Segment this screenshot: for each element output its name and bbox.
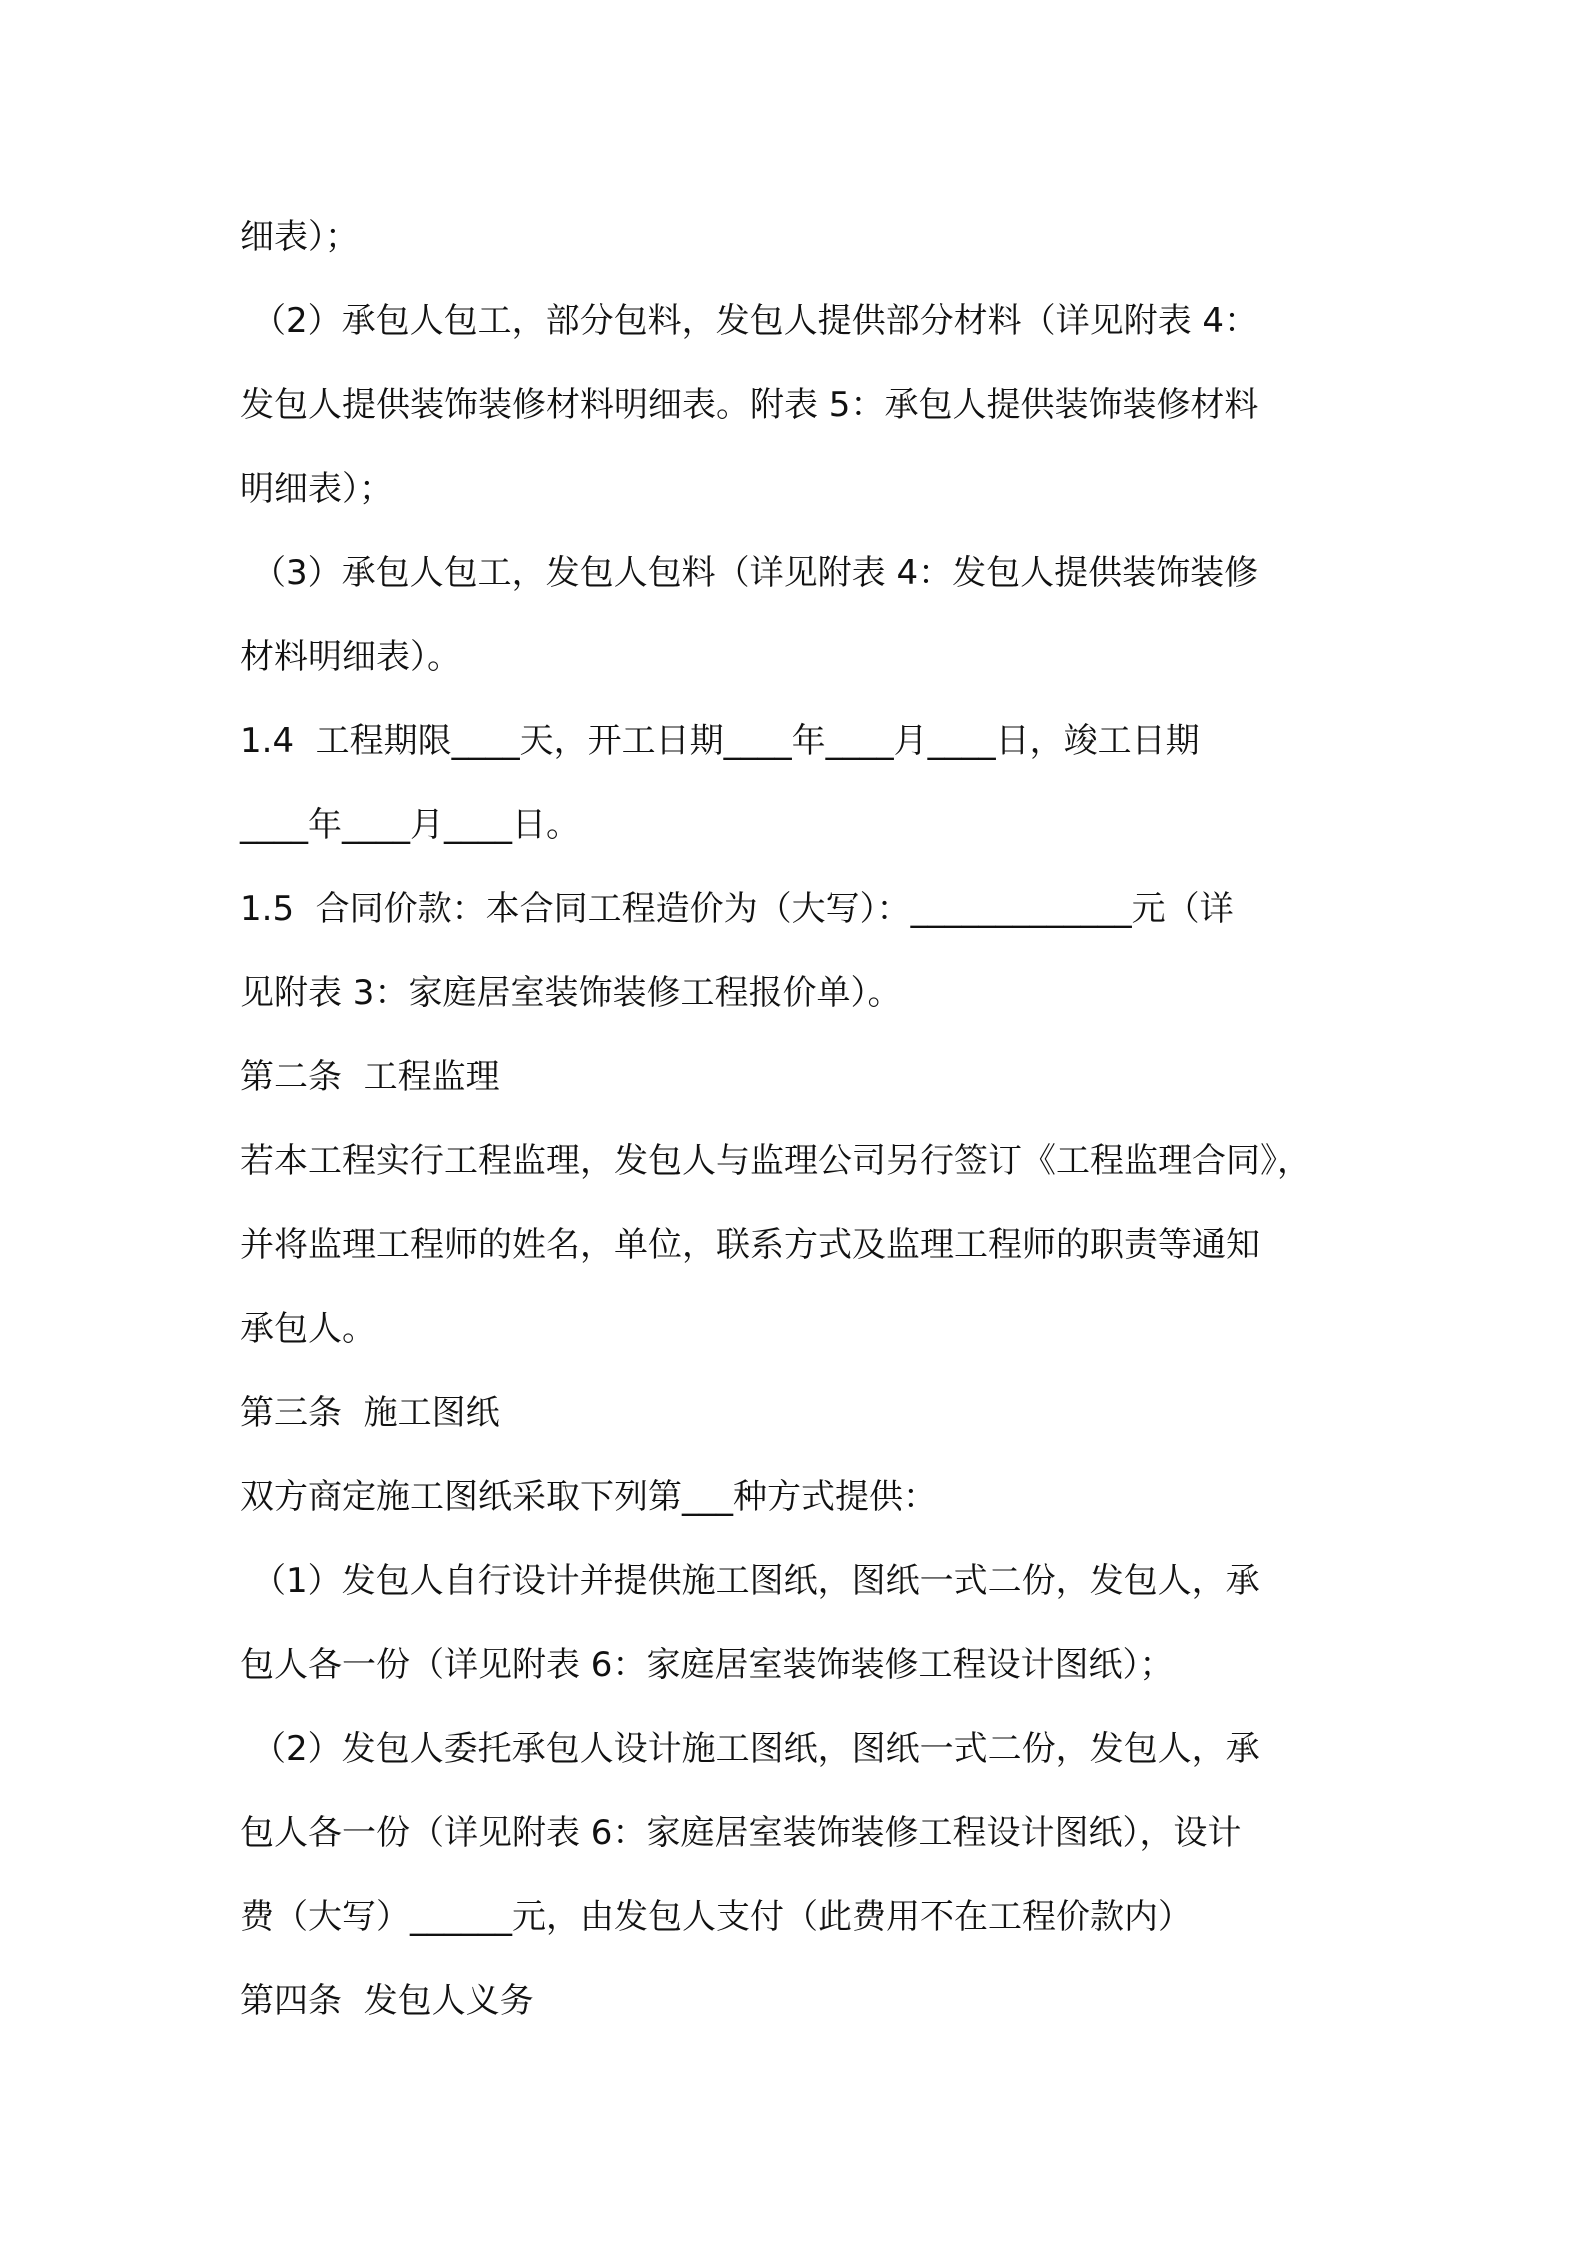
text-line: 承包人。 <box>240 1309 376 1349</box>
text-line: 并将监理工程师的姓名，单位，联系方式及监理工程师的职责等通知 <box>240 1225 1260 1265</box>
text-line: 若本工程实行工程监理，发包人与监理公司另行签订《工程监理合同》， <box>240 1141 1311 1181</box>
text-line: 见附表 3：家庭居室装饰装修工程报价单）。 <box>240 973 902 1013</box>
text-line: 双方商定施工图纸采取下列第___种方式提供： <box>240 1477 937 1517</box>
clause-line: 1.4 工程期限____天，开工日期____年____月____日，竣工日期 <box>240 721 1200 761</box>
section-heading: 第二条 工程监理 <box>240 1057 500 1097</box>
text-line: 材料明细表）。 <box>240 637 461 677</box>
list-item: （2）发包人委托承包人设计施工图纸，图纸一式二份，发包人，承 <box>252 1729 1260 1769</box>
text-line: 明细表）； <box>240 469 393 509</box>
clause-line: 1.5 合同价款：本合同工程造价为（大写）：_____________元（详 <box>240 889 1234 929</box>
list-item: （1）发包人自行设计并提供施工图纸，图纸一式二份，发包人，承 <box>252 1561 1260 1601</box>
section-heading: 第三条 施工图纸 <box>240 1393 500 1433</box>
text-line: ____年____月____日。 <box>240 805 580 845</box>
list-item: （2）承包人包工，部分包料，发包人提供部分材料（详见附表 4： <box>252 301 1259 341</box>
document-body <box>240 195 1370 2043</box>
text-line: 费（大写）______元，由发包人支付（此费用不在工程价款内） <box>240 1897 1192 1937</box>
list-item: （3）承包人包工，发包人包料（详见附表 4：发包人提供装饰装修 <box>252 553 1259 593</box>
text-line: 发包人提供装饰装修材料明细表。附表 5：承包人提供装饰装修材料 <box>240 385 1259 425</box>
text-line: 细表）； <box>240 217 359 257</box>
text-line: 包人各一份（详见附表 6：家庭居室装饰装修工程设计图纸），设计 <box>240 1813 1242 1853</box>
section-heading: 第四条 发包人义务 <box>240 1981 534 2021</box>
text-line: 包人各一份（详见附表 6：家庭居室装饰装修工程设计图纸）； <box>240 1645 1174 1685</box>
